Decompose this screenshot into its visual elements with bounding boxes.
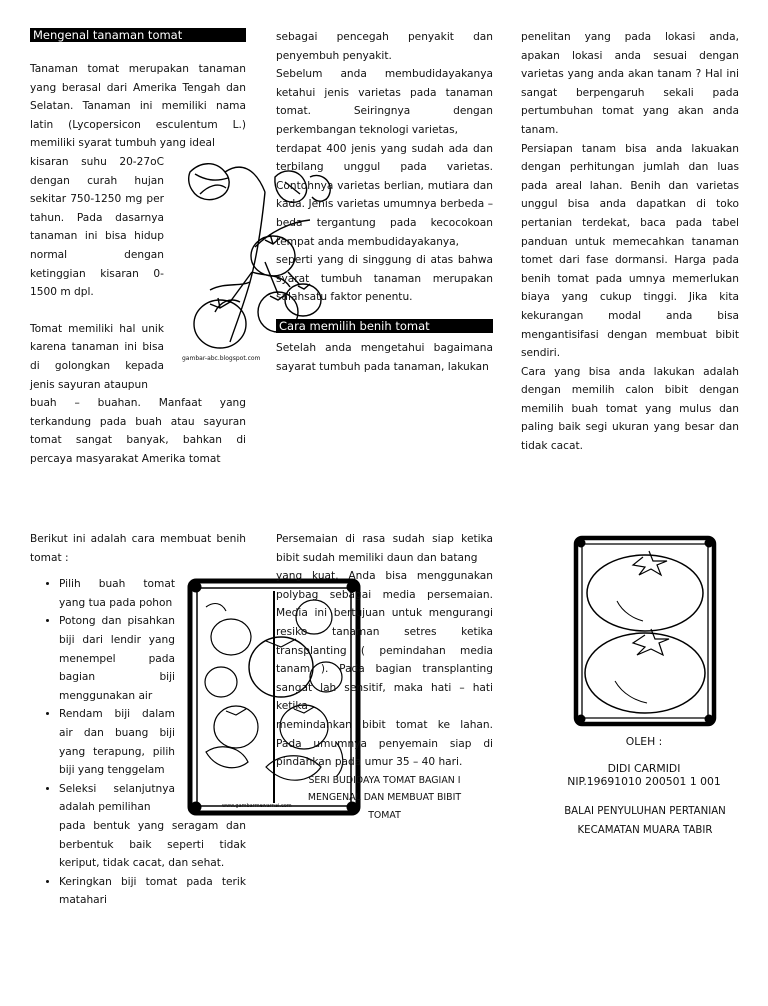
nursery-detail-paragraph: yang kuat. Anda bisa menggunakan polybag sebagai media persemaian. Media ini bertujuan untuk mengurangi resiko tanaman setres ketika transplanting ( pemindahan media tanam ). Pada bagian transplanting sangat lah sensitif, maka hati – hati ketika xyxy=(276,570,493,713)
series-title: SERI BUDIDAYA TOMAT BAGIAN I MENGENAL DAN MEMBUAT BIBIT TOMAT xyxy=(307,774,462,821)
seed-intro-paragraph: Setelah anda mengetahui bagaimana sayarat tumbuh pada tanaman, lakukan xyxy=(276,341,493,373)
unique-paragraph: Tomat memiliki hal unik karena tanaman ini bisa di golongkan kepada jenis sayuran ataupun xyxy=(30,322,164,391)
list-item: • Rendam biji dalam air dan buang biji yang terapung, pilih biji yang tenggelam xyxy=(59,705,175,779)
intro-paragraph: Tanaman tomat merupakan tanaman yang berasal dari Amerika Tengah dan Selatan. Tanaman ini memiliki nama latin (Lycopersicon esculentum L.) memiliki syarat tumbuh yang ideal xyxy=(30,63,246,150)
steps-intro: Berikut ini adalah cara membuat benih tomat : xyxy=(30,533,246,564)
transplant-paragraph: memindahkan bibit tomat ke lahan. Pada umumnya penyemain siap di pindahkan pada umur 35 – 40 hari. xyxy=(276,718,493,769)
list-item: • Keringkan biji tomat pada terik matahari xyxy=(59,873,246,910)
column-2-bottom xyxy=(276,530,493,824)
nursery-paragraph: Persemaian di rasa sudah siap ketika bibit sudah memiliki daun dan batang xyxy=(276,533,493,564)
benefit-paragraph: buah – buahan. Manfaat yang terkandung pada buah atau sayuran tomat sangat banyak, bahkan di percaya masyarakat Amerika tomat xyxy=(30,397,246,465)
climate-paragraph: kisaran suhu 20-27oC dengan curah hujan sekitar 750-1250 mg per tahun. Pada dasarnya tanaman ini bisa hidup normal dengan ketinggian kisaran 0-1500 m dpl. xyxy=(30,155,164,299)
growth-requirement-paragraph: seperti yang di singgung di atas bahwa syarat tumbuh tanaman merupakan salahsatu faktor penentu. xyxy=(276,254,493,304)
prevention-paragraph: sebagai pencegah penyakit dan penyembuh penyakit. xyxy=(276,31,493,62)
heading-mengenal: Mengenal tanaman tomat xyxy=(30,28,246,42)
author-name: DIDI CARMIDI xyxy=(607,762,681,775)
author-nip: NIP.19691010 200501 1 001 xyxy=(567,775,721,788)
variety-paragraph: Sebelum anda membudidayakanya ketahui jenis varietas pada tanaman tomat. Seiringnya dengan perkembangan teknologi varietas, xyxy=(276,68,493,136)
column-2-top xyxy=(276,28,493,376)
variety-detail-paragraph: terdapat 400 jenis yang sudah ada dan terbilang unggul pada varietas. Contohnya varietas berlian, mutiara dan kada. Jenis varietas umumnya berbeda – beda tergantung pada kecocokoan tempat anda membudidayakanya, xyxy=(276,142,493,248)
list-item: • Pilih buah tomat yang tua pada pohon xyxy=(59,575,175,612)
column-3-top xyxy=(521,28,739,456)
plant-image-credit: gambar-abc.blogspot.com xyxy=(182,355,261,362)
oleh-label: OLEH : xyxy=(625,735,663,748)
list-item: • Potong dan pisahkan biji dari lendir yang menempel pada bagian biji menggunakan air xyxy=(59,612,175,705)
institution-name: BALAI PENYULUHAN PERTANIAN KECAMATAN MUARA TABIR xyxy=(564,806,726,836)
list-item-continuation: pada bentuk yang seragam dan berbentuk baik seperti tidak keriput, tidak cacat, dan sehat. xyxy=(59,819,246,870)
selection-paragraph: Cara yang bisa anda lakukan adalah dengan memilih calon bibit dengan memilih buah tomat yang mulus dan paling baik segi ukuran yang besar dan tidak cacat. xyxy=(521,365,739,453)
list-item: • Seleksi selanjutnya adalah pemilihan xyxy=(59,780,175,817)
preparation-paragraph: Persiapan tanam bisa anda lakuakan dengan perhitungan jumlah dan luas pada areal lahan. Benih dan varietas unggul bisa anda dapatkan di toko pertanian terdekat, baca pada tabel panduan untuk memecahkan tanaman tomet dari fase dormansi. Harga pada benih tomat pada umnya memerlukan biaya yang cukup tinggi. Jika kita kekurangan modal anda bisa mengantisifasi dengan membuat bibit sendiri. xyxy=(521,142,739,360)
location-paragraph: penelitan yang pada lokasi anda, apakan lokasi anda sesuai dengan varietas yang anda akan tanam ? Hal ini sangat berpengaruh sekali pada pertumbuhan tomat yang akan anda tanam. xyxy=(521,31,739,136)
heading-memilih-benih: Cara memilih benih tomat xyxy=(276,319,493,333)
two-tomatoes-illustration xyxy=(573,535,717,727)
branch-image-credit: www.gambarmewarnai.com xyxy=(222,803,292,809)
